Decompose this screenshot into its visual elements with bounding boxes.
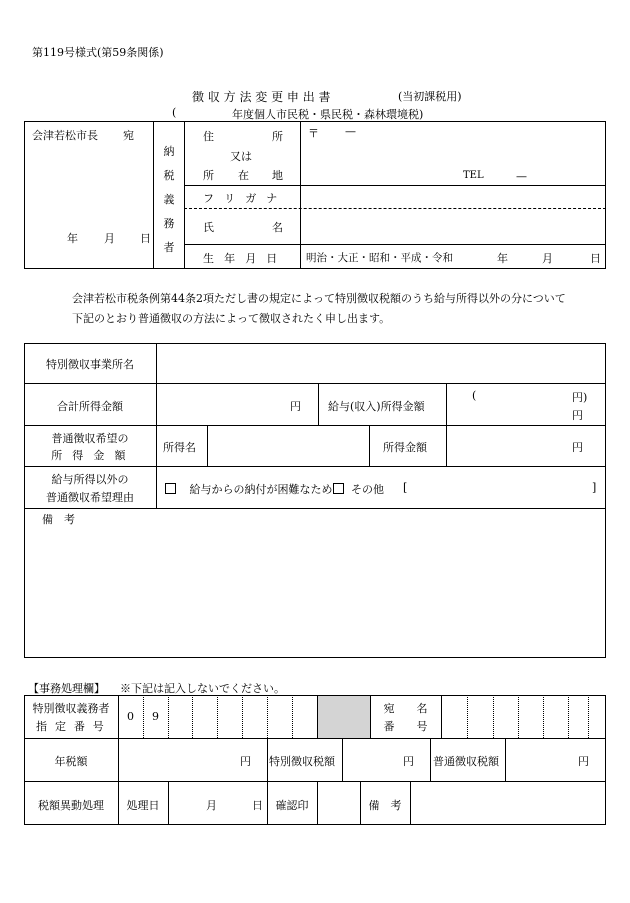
salary-paren-open: ( (472, 389, 477, 402)
income-name-label: 所得名 (163, 441, 196, 454)
special-id-label-2: 指 定 番 号 (36, 720, 106, 733)
office-section-header: 【事務処理欄】 (28, 682, 105, 695)
tel-label: TEL (463, 170, 484, 181)
taxpayer-vertical-label: 納 税 義 務 者 (163, 145, 175, 254)
total-income-label: 合計所得金額 (57, 400, 123, 413)
furigana-label: フ リ ガ ナ (203, 192, 281, 205)
reason-bracket-close: ] (592, 481, 597, 494)
birth-day: 日 (590, 252, 601, 265)
address-label-2: 所 (272, 130, 283, 143)
birth-date-label: 生 年 月 日 (203, 252, 281, 265)
birth-year: 年 (497, 252, 508, 265)
address-label-1: 住 (203, 130, 214, 143)
location-label-1: 所 (203, 169, 214, 182)
addressee-suffix: 宛 (123, 129, 134, 142)
address-label-or: 又は (230, 150, 252, 163)
addressee-no-label-1: 宛 名 (383, 702, 428, 715)
total-income-yen: 円 (290, 400, 301, 413)
office-name-label: 特別徴収事業所名 (46, 358, 134, 371)
special-id-digit-1: 0 (127, 710, 134, 723)
income-amount-yen: 円 (572, 441, 583, 454)
reason-checkbox-2[interactable] (333, 483, 344, 494)
salary-paren-yen: 円) (572, 391, 588, 404)
tax-change-label: 税額異動処理 (38, 799, 104, 812)
era-options: 明治・大正・昭和・平成・令和 (306, 252, 453, 264)
special-id-digit-2: 9 (152, 710, 159, 723)
form-number: 第119号様式(第59条関係) (32, 46, 164, 59)
date-day-label: 日 (140, 232, 151, 245)
addressee-no-label-2: 番 号 (383, 720, 428, 733)
tel-dash: — (516, 170, 527, 183)
ordinary-tax-label: 普通徴収税額 (433, 755, 499, 768)
remarks-label: 備 考 (42, 513, 75, 526)
shaded-cell (317, 696, 370, 738)
form-title: 徴 収 方 法 変 更 申 出 書 (192, 90, 331, 104)
process-date-label: 処理日 (126, 799, 160, 812)
birth-month: 月 (542, 252, 553, 265)
office-section-note: ※下記は記入しないでください。 (120, 682, 285, 695)
reason-label-1: 給与所得以外の (51, 473, 129, 486)
special-tax-label: 特別徴収税額 (269, 755, 335, 768)
salary-income-label: 給与(収入)所得金額 (328, 400, 425, 413)
location-label-3: 地 (272, 169, 283, 182)
confirm-seal-label: 確認印 (275, 799, 309, 812)
reason-bracket-open: [ (403, 481, 408, 494)
ordinary-tax-yen: 円 (578, 755, 589, 768)
process-day: 日 (252, 799, 263, 812)
reason-label-2: 普通徴収希望理由 (46, 491, 134, 504)
process-month: 月 (206, 799, 217, 812)
annual-tax-label: 年税額 (54, 755, 88, 768)
income-amount-label: 所得金額 (383, 441, 427, 454)
ordinary-income-label-2: 所 得 金 額 (51, 449, 129, 462)
salary-yen: 円 (572, 409, 583, 422)
form-subtitle: 年度個人市民税・県民税・森林環境税) (232, 108, 424, 121)
special-id-label-1: 特別徴収義務者 (32, 702, 110, 715)
location-label-2: 在 (238, 169, 249, 182)
postal-mark: 〒 (308, 127, 319, 140)
special-tax-yen: 円 (403, 755, 414, 768)
postal-dash: — (345, 125, 356, 138)
name-label-2: 名 (272, 221, 283, 234)
taxpayer-table (24, 121, 606, 269)
reason-option-2: その他 (351, 483, 384, 496)
title-note: (当初課税用) (398, 90, 462, 103)
subtitle-open-paren: ( (172, 106, 177, 119)
reason-checkbox-1[interactable] (165, 483, 176, 494)
reason-option-1: 給与からの納付が困難なため (189, 483, 333, 496)
name-label-1: 氏 (203, 221, 214, 234)
statement-line-1: 会津若松市税条例第44条2項ただし書の規定によって特別徴収税額のうち給与所得以外の分について (72, 292, 566, 305)
date-year-label: 年 (67, 232, 78, 245)
annual-tax-yen: 円 (240, 755, 251, 768)
office-remarks-label: 備 考 (368, 799, 402, 812)
addressee: 会津若松市長 (32, 129, 98, 142)
date-month-label: 月 (104, 232, 115, 245)
statement-line-2: 下記のとおり普通徴収の方法によって徴収されたく申し出ます。 (72, 312, 391, 325)
ordinary-income-label-1: 普通徴収希望の (51, 432, 129, 445)
reason-options (165, 481, 384, 497)
